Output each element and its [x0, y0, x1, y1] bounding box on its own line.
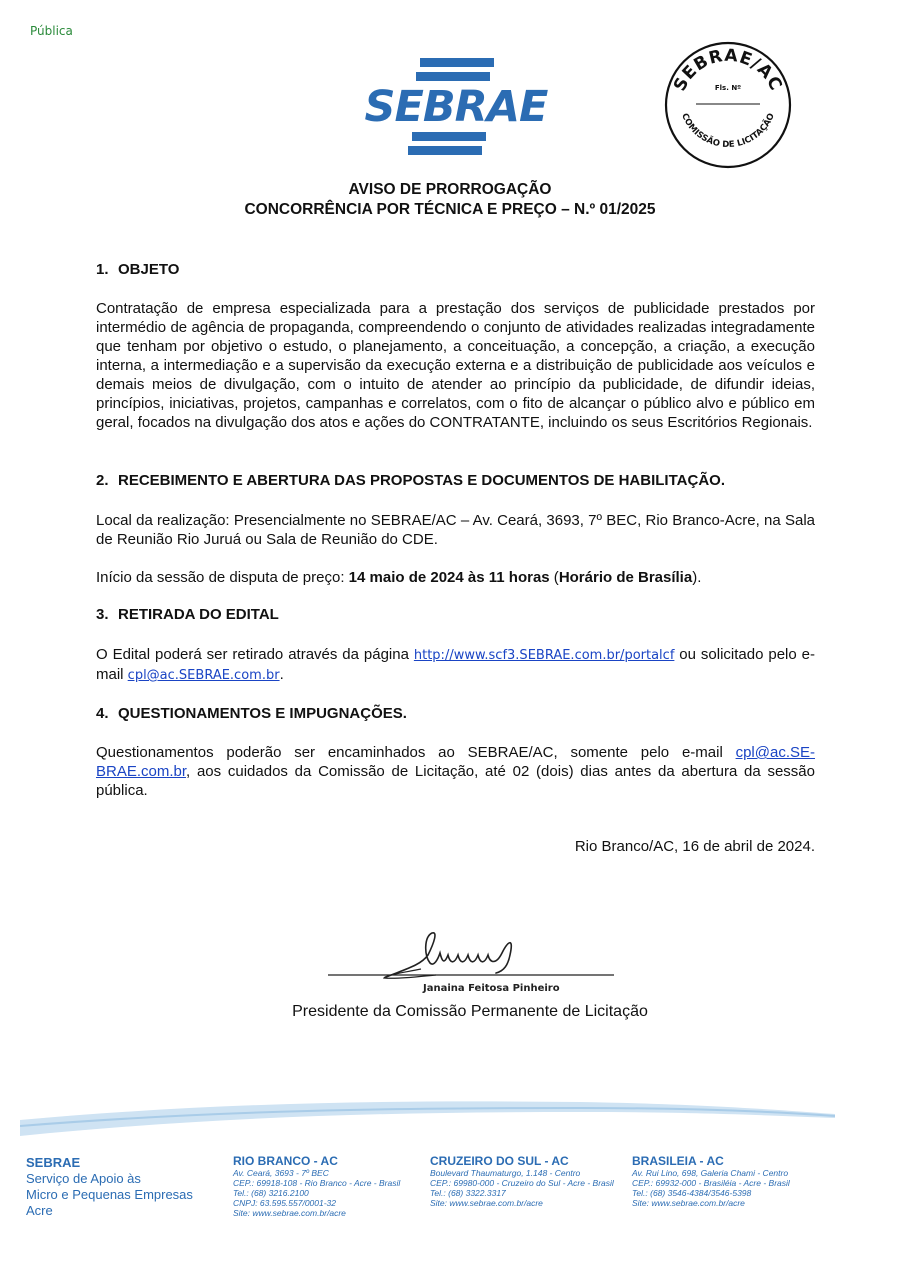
cpl-email-link[interactable]: cpl@ac.SEBRAE.com.br	[127, 668, 280, 683]
footer-office-brasileia	[632, 1154, 790, 1208]
inicio-suffix: ).	[692, 569, 702, 586]
section-heading-objeto	[96, 261, 179, 278]
office-line: Site: www.sebrae.com.br/acre	[233, 1208, 346, 1218]
section-number: 4.	[96, 705, 109, 722]
section-title: OBJETO	[118, 261, 180, 278]
signer-name: Janaina Feitosa Pinheiro	[423, 983, 560, 994]
logo-bar	[420, 58, 494, 67]
section-number: 3.	[96, 606, 109, 623]
office-city: BRASILEIA - AC	[632, 1154, 724, 1168]
section-title: RETIRADA DO EDITAL	[118, 606, 279, 623]
logo-bar	[416, 72, 490, 81]
classification-label: Pública	[30, 24, 73, 38]
office-line: CEP.: 69918-108 - Rio Branco - Acre - Brasil	[233, 1178, 401, 1188]
inicio-date: 14 maio de 2024 às 11 horas	[348, 569, 550, 586]
section-title: QUESTIONAMENTOS E IMPUGNAÇÕES.	[118, 705, 407, 722]
protocol-stamp	[663, 40, 793, 170]
footer-organization	[26, 1155, 193, 1219]
questionamentos-prefix: Questionamentos poderão ser encaminhados ao SEBRAE/AC, somente pelo e-mail	[96, 744, 736, 761]
office-line: CEP.: 69980-000 - Cruzeiro do Sul - Acre - Brasil	[430, 1178, 614, 1188]
inicio-prefix: Início da sessão de disputa de preço:	[96, 569, 349, 586]
office-line: Site: www.sebrae.com.br/acre	[430, 1198, 543, 1208]
office-line: Tel.: (68) 3322.3317	[430, 1188, 506, 1198]
logo-bar	[408, 146, 482, 155]
office-line: Av. Rui Lino, 698, Galeria Chami - Centro	[632, 1168, 789, 1178]
objeto-paragraph: Contratação de empresa especializada para a prestação dos serviços de publicidade prestados por intermédio de agência de propaganda, compreendendo o conjunto de atividades realizadas integradamente que tenham por objetivo o estudo, o planejamento, a conceituação, a concepção, a criação, a execução interna, a intermediação e a supervisão da execução externa e a distribuição de publicidade aos veículos e demais meios de divulgação, com o intuito de atender ao princípio da publicidade, de difundir ideias, princípios, iniciativas, projetos, campanhas e correlatos, com o fito de alcançar o público alvo e público em geral, focados na divulgação dos atos e ações do CONTRATANTE, incluindo os seus Escritórios Regionais.	[96, 300, 815, 431]
notice-subtitle: CONCORRÊNCIA POR TÉCNICA E PREÇO – N.º 01/2025	[244, 201, 656, 218]
section-number: 2.	[96, 472, 109, 489]
office-line: Tel.: (68) 3546-4384/3546-5398	[632, 1188, 752, 1198]
stamp-bottom-text: COMISSÃO DE LICITAÇÃO	[679, 111, 777, 151]
office-line: Site: www.sebrae.com.br/acre	[632, 1198, 745, 1208]
inicio-timezone: Horário de Brasília	[558, 569, 693, 586]
signer-role: Presidente da Comissão Permanente de Licitação	[292, 1003, 648, 1020]
questionamentos-paragraph	[96, 743, 815, 800]
logo-text: SEBRAE	[364, 82, 548, 132]
notice-title: AVISO DE PRORROGAÇÃO	[348, 181, 552, 198]
office-line: CEP.: 69932-000 - Brasiléia - Acre - Brasil	[632, 1178, 790, 1188]
section-heading-retirada	[96, 606, 279, 623]
footer-org-line: Serviço de Apoio às	[26, 1171, 141, 1186]
retirada-paragraph	[96, 645, 815, 685]
section-title: RECEBIMENTO E ABERTURA DAS PROPOSTAS E DOCUMENTOS DE HABILITAÇÃO.	[118, 472, 725, 489]
office-city: CRUZEIRO DO SUL - AC	[430, 1154, 569, 1168]
section-number: 1.	[96, 261, 109, 278]
inicio-mid: (	[549, 569, 559, 586]
office-line: Boulevard Thaumaturgo, 1.148 - Centro	[430, 1168, 581, 1178]
footer-office-rio-branco	[233, 1154, 400, 1218]
office-line: CNPJ: 63.595.557/0001-32	[233, 1198, 337, 1208]
retirada-middle: ou solicitado pelo e-mail	[96, 646, 815, 683]
logo-bar	[412, 132, 486, 141]
retirada-prefix: O Edital poderá ser retirado através da página	[96, 646, 414, 663]
footer-office-cruzeiro-do-sul	[430, 1154, 614, 1208]
footer-org-line: Micro e Pequenas Empresas	[26, 1187, 193, 1202]
svg-text:COMISSÃO DE LICITAÇÃO	[679, 112, 777, 150]
questionamentos-suffix: , aos cuidados da Comissão de Licitação, até 02 (dois) dias antes da abertura da sessão pública.	[96, 763, 815, 799]
footer-wave	[20, 1090, 835, 1140]
office-line: Tel.: (68) 3216.2100	[233, 1188, 309, 1198]
office-line: Av. Ceará, 3693 - 7º BEC	[233, 1168, 329, 1178]
edital-url-link[interactable]: http://www.scf3.SEBRAE.com.br/portalcf	[413, 648, 675, 663]
section-heading-recebimento	[96, 472, 725, 489]
inicio-paragraph	[96, 568, 815, 587]
stamp-top-text: SEBRAE/AC	[669, 45, 787, 95]
office-city: RIO BRANCO - AC	[233, 1154, 338, 1168]
date-line: Rio Branco/AC, 16 de abril de 2024.	[574, 838, 815, 855]
footer-org-line: Acre	[26, 1203, 53, 1218]
local-paragraph: Local da realização: Presencialmente no SEBRAE/AC – Av. Ceará, 3693, 7º BEC, Rio Branco-Acre, na Sala de Reunião Rio Juruá ou Sala de Reunião do CDE.	[96, 512, 815, 548]
retirada-suffix: .	[279, 666, 284, 683]
questionamentos-email-link[interactable]: cpl@ac.SE-BRAE.com.br	[96, 744, 815, 780]
section-heading-questionamentos	[96, 705, 407, 722]
stamp-center-text: Fls. Nº	[714, 84, 742, 92]
sebrae-logo	[360, 58, 552, 158]
footer-brand: SEBRAE	[26, 1155, 81, 1170]
